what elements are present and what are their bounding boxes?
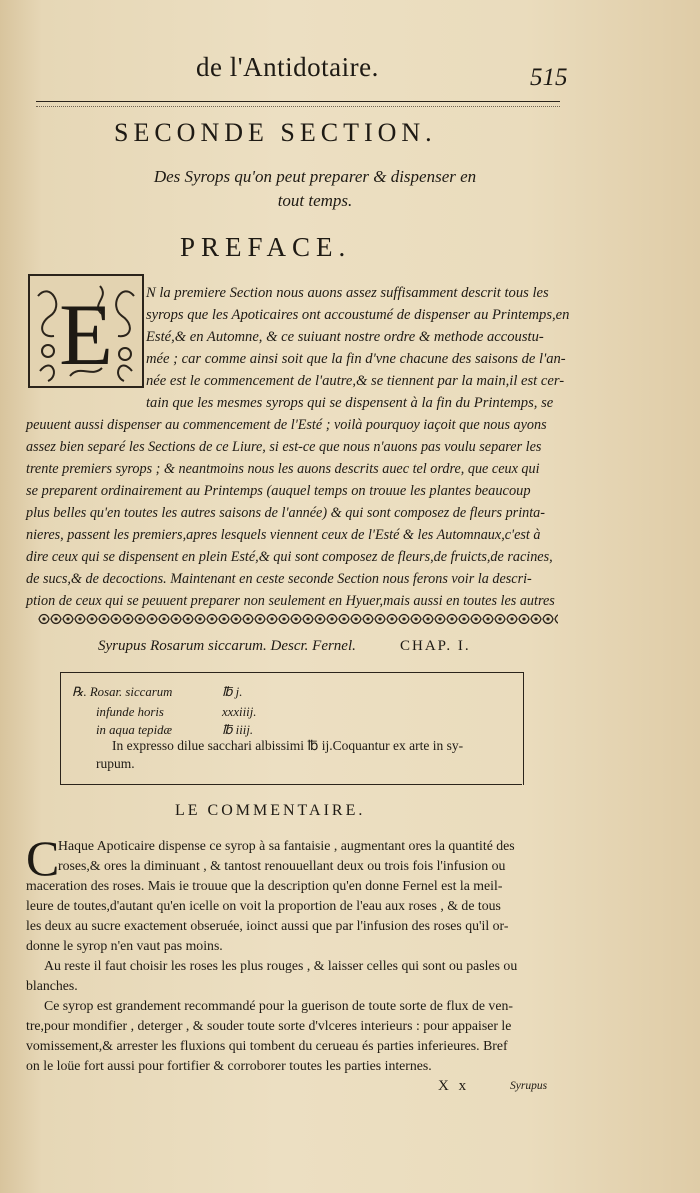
preface-line: ption de ceux qui se peuuent preparer non seulement en Hyuer,mais aussi en toutes les autres <box>26 593 555 609</box>
ornament-pattern-icon <box>38 612 558 626</box>
page-number: 515 <box>530 64 568 91</box>
decorated-initial-e <box>28 274 144 388</box>
preface-line: syrops que les Apoticaires ont accoustumé de dispenser au Printemps,en <box>146 307 570 323</box>
commentary-line: donne le syrop n'en vaut pas moins. <box>26 938 223 953</box>
commentary-title: LE COMMENTAIRE. <box>175 802 366 819</box>
commentary-line: Au reste il faut choisir les roses les plus rouges , & laisser celles qui sont ou pasles ou <box>44 958 518 973</box>
commentary-line: blanches. <box>26 978 78 993</box>
recipe-instruction: In expresso dilue sacchari albissimi ℔ ij.Coquantur ex arte in sy- <box>112 738 464 753</box>
preface-line: plus belles qu'en toutes les autres saisons de l'année) & qui sont composez de fleurs printa- <box>26 505 546 521</box>
preface-line: trente premiers syrops ; & neantmoins nous les auons descrits auec tel ordre, que ceux qui <box>26 461 540 477</box>
commentary-line: Ce syrop est grandement recommandé pour la guerison de toute sorte de flux de ven- <box>44 998 513 1013</box>
chapter-label: CHAP. I. <box>400 638 471 654</box>
commentary-line: vomissement,& arrester les fluxions qui tombent du cerueau és parties inferieures. Bref <box>26 1038 508 1053</box>
svg-text:E: E <box>59 287 113 384</box>
commentary-line: maceration des roses. Mais ie trouue que la description qu'en donne Fernel est la meil- <box>26 878 503 893</box>
catchword: Syrupus <box>510 1080 548 1092</box>
section-subtitle <box>90 165 540 213</box>
preface-line: de sucs,& de decoctions. Maintenant en ceste seconde Section nous ferons voir la descri- <box>26 571 532 587</box>
recipe-quantity: xxxiiij. <box>222 705 257 719</box>
commentary-initial: C <box>26 830 60 886</box>
running-head: de l'Antidotaire. <box>196 52 379 82</box>
preface-line: née est le commencement de l'autre,& se tiennent par la main,il est cer- <box>146 373 565 389</box>
preface-line: dire ceux qui se dispensent en plein Esté,& qui sont composez de fleurs,de fruicts,de racines, <box>26 549 553 565</box>
preface-line: se preparent ordinairement au Printemps (auquel temps on trouue les plantes beaucoup <box>26 483 531 499</box>
preface-line: Esté,& en Automne, & ce suiuant nostre ordre & methode accoustu- <box>146 329 544 345</box>
header-rule-dotted <box>36 106 560 107</box>
header-rule <box>36 101 560 102</box>
recipe-box-bottom-rule <box>60 784 522 785</box>
recipe-instruction-end: rupum. <box>96 756 135 771</box>
preface-title: PREFACE. <box>180 232 352 262</box>
commentary-line: tre,pour mondifier , deterger , & souder toute sorte d'vlceres interieurs : pour appaiser le <box>26 1018 512 1033</box>
recipe-ingredient: ℞. Rosar. siccarum <box>72 685 173 699</box>
preface-line: peuuent aussi dispenser au commencement de l'Esté ; voilà pourquoy iaçoit que nous ayons <box>26 417 547 433</box>
subtitle-line-2: tout temps. <box>277 191 353 210</box>
preface-line: assez bien separé les Sections de ce Liure, si est-ce que nous n'auons pas voulu separer les <box>26 439 542 455</box>
section-title: SECONDE SECTION. <box>114 118 437 147</box>
commentary-line: leure de toutes,d'autant qu'en icelle on voit la proportion de l'eau aux roses , & de tous <box>26 898 501 913</box>
recipe-ingredient: infunde horis <box>96 705 164 719</box>
ornamental-band <box>38 612 558 626</box>
ornamental-foliage-icon <box>30 276 142 386</box>
preface-line: tain que les mesmes syrops qui se dispensent à la fin du Printemps, se <box>146 395 554 411</box>
commentary-line: on le loüe fort aussi pour fortifier & corroborer toutes les parties internes. <box>26 1058 432 1073</box>
recipe-quantity: ℔ j. <box>222 685 243 699</box>
signature-mark: X x <box>438 1078 470 1094</box>
subtitle-line-1: Des Syrops qu'on peut preparer & dispenser en <box>153 167 477 186</box>
recipe-quantity: ℔ iiij. <box>222 723 254 737</box>
preface-line: N la premiere Section nous auons assez suffisamment descrit tous les <box>146 285 549 301</box>
chapter-heading: Syrupus Rosarum siccarum. Descr. Fernel. <box>98 638 356 654</box>
commentary-line: roses,& ores la diminuant , & tantost renouuellant deux ou trois fois l'infusion ou <box>58 858 506 873</box>
preface-line: nieres, passent les premiers,apres lesquels viennent ceux de l'Esté & les Automnaux,c'est à <box>26 527 541 543</box>
commentary-line: les deux au sucre exactement obseruée, ioinct aussi que par l'infusion des roses qu'il or- <box>26 918 509 933</box>
commentary-line: Haque Apoticaire dispense ce syrop à sa fantaisie , augmentant ores la quantité des <box>58 838 515 853</box>
preface-line: mée ; car comme ainsi soit que la fin d'vne chacune des saisons de l'an- <box>146 351 566 367</box>
recipe-ingredient: in aqua tepidæ <box>96 723 173 737</box>
